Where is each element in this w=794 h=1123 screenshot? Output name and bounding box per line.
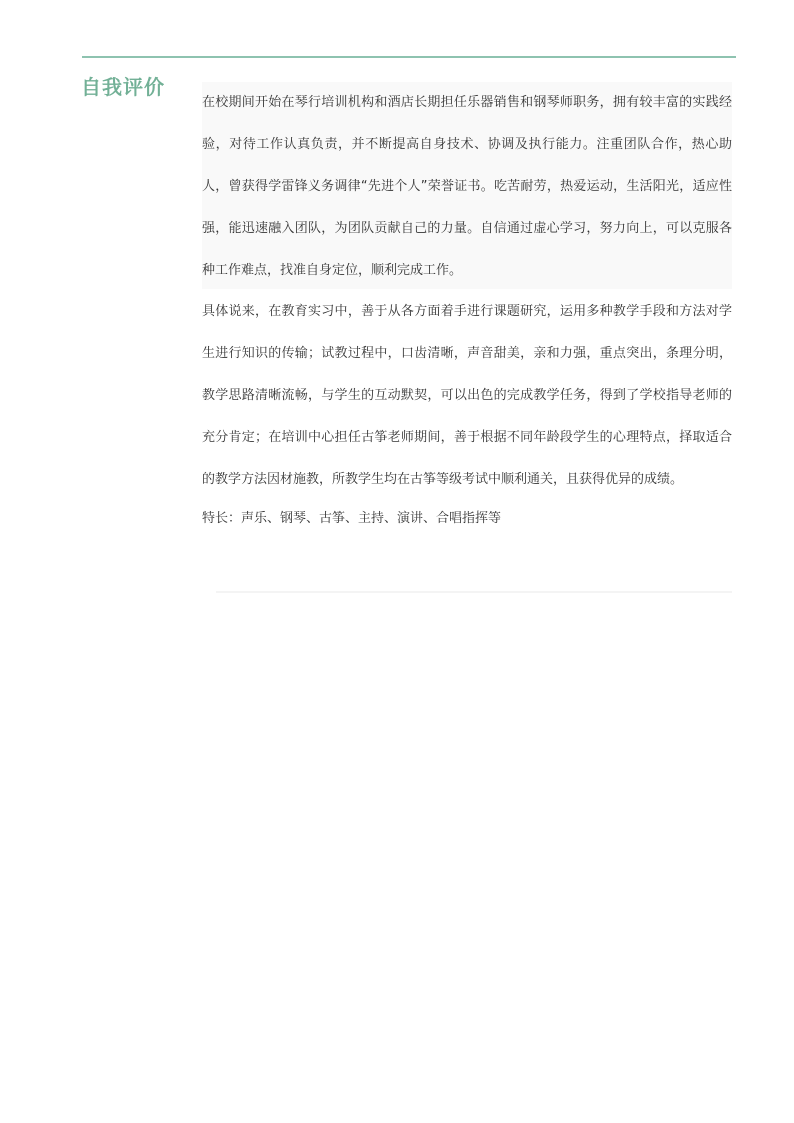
paragraph-experience: 在校期间开始在琴行培训机构和酒店长期担任乐器销售和钢琴师职务，拥有较丰富的实践经验，对待工作认真负责，并不断提高自身技术、协调及执行能力。注重团队合作，热心助人，曾获得学雷锋义务调律“先进个人”荣誉证书。吃苦耐劳，热爱运动，生活阳光，适应性强，能迅速融入团队，为团队贡献自己的力量。自信通过虚心学习，努力向上，可以克服各种工作难点，找准自身定位，顺利完成工作。 xyxy=(202,95,732,278)
self-evaluation-content xyxy=(202,82,732,539)
paragraph-teaching: 具体说来，在教育实习中，善于从各方面着手进行课题研究，运用多种教学手段和方法对学生进行知识的传输；试教过程中，口齿清晰，声音甜美，亲和力强，重点突出，条理分明，教学思路清晰流畅，与学生的互动默契，可以出色的完成教学任务，得到了学校指导老师的充分肯定；在培训中心担任古筝老师期间，善于根据不同年龄段学生的心理特点，择取适合的教学方法因材施教，所教学生均在古筝等级考试中顺利通关，且获得优异的成绩。 xyxy=(202,304,732,487)
highlighted-paragraph-box xyxy=(202,82,732,289)
paragraph-skills: 特长：声乐、钢琴、古筝、主持、演讲、合唱指挥等 xyxy=(202,511,502,526)
section-title-self-evaluation: 自我评价 xyxy=(81,75,165,99)
bottom-divider xyxy=(216,591,732,593)
top-divider xyxy=(82,56,736,58)
